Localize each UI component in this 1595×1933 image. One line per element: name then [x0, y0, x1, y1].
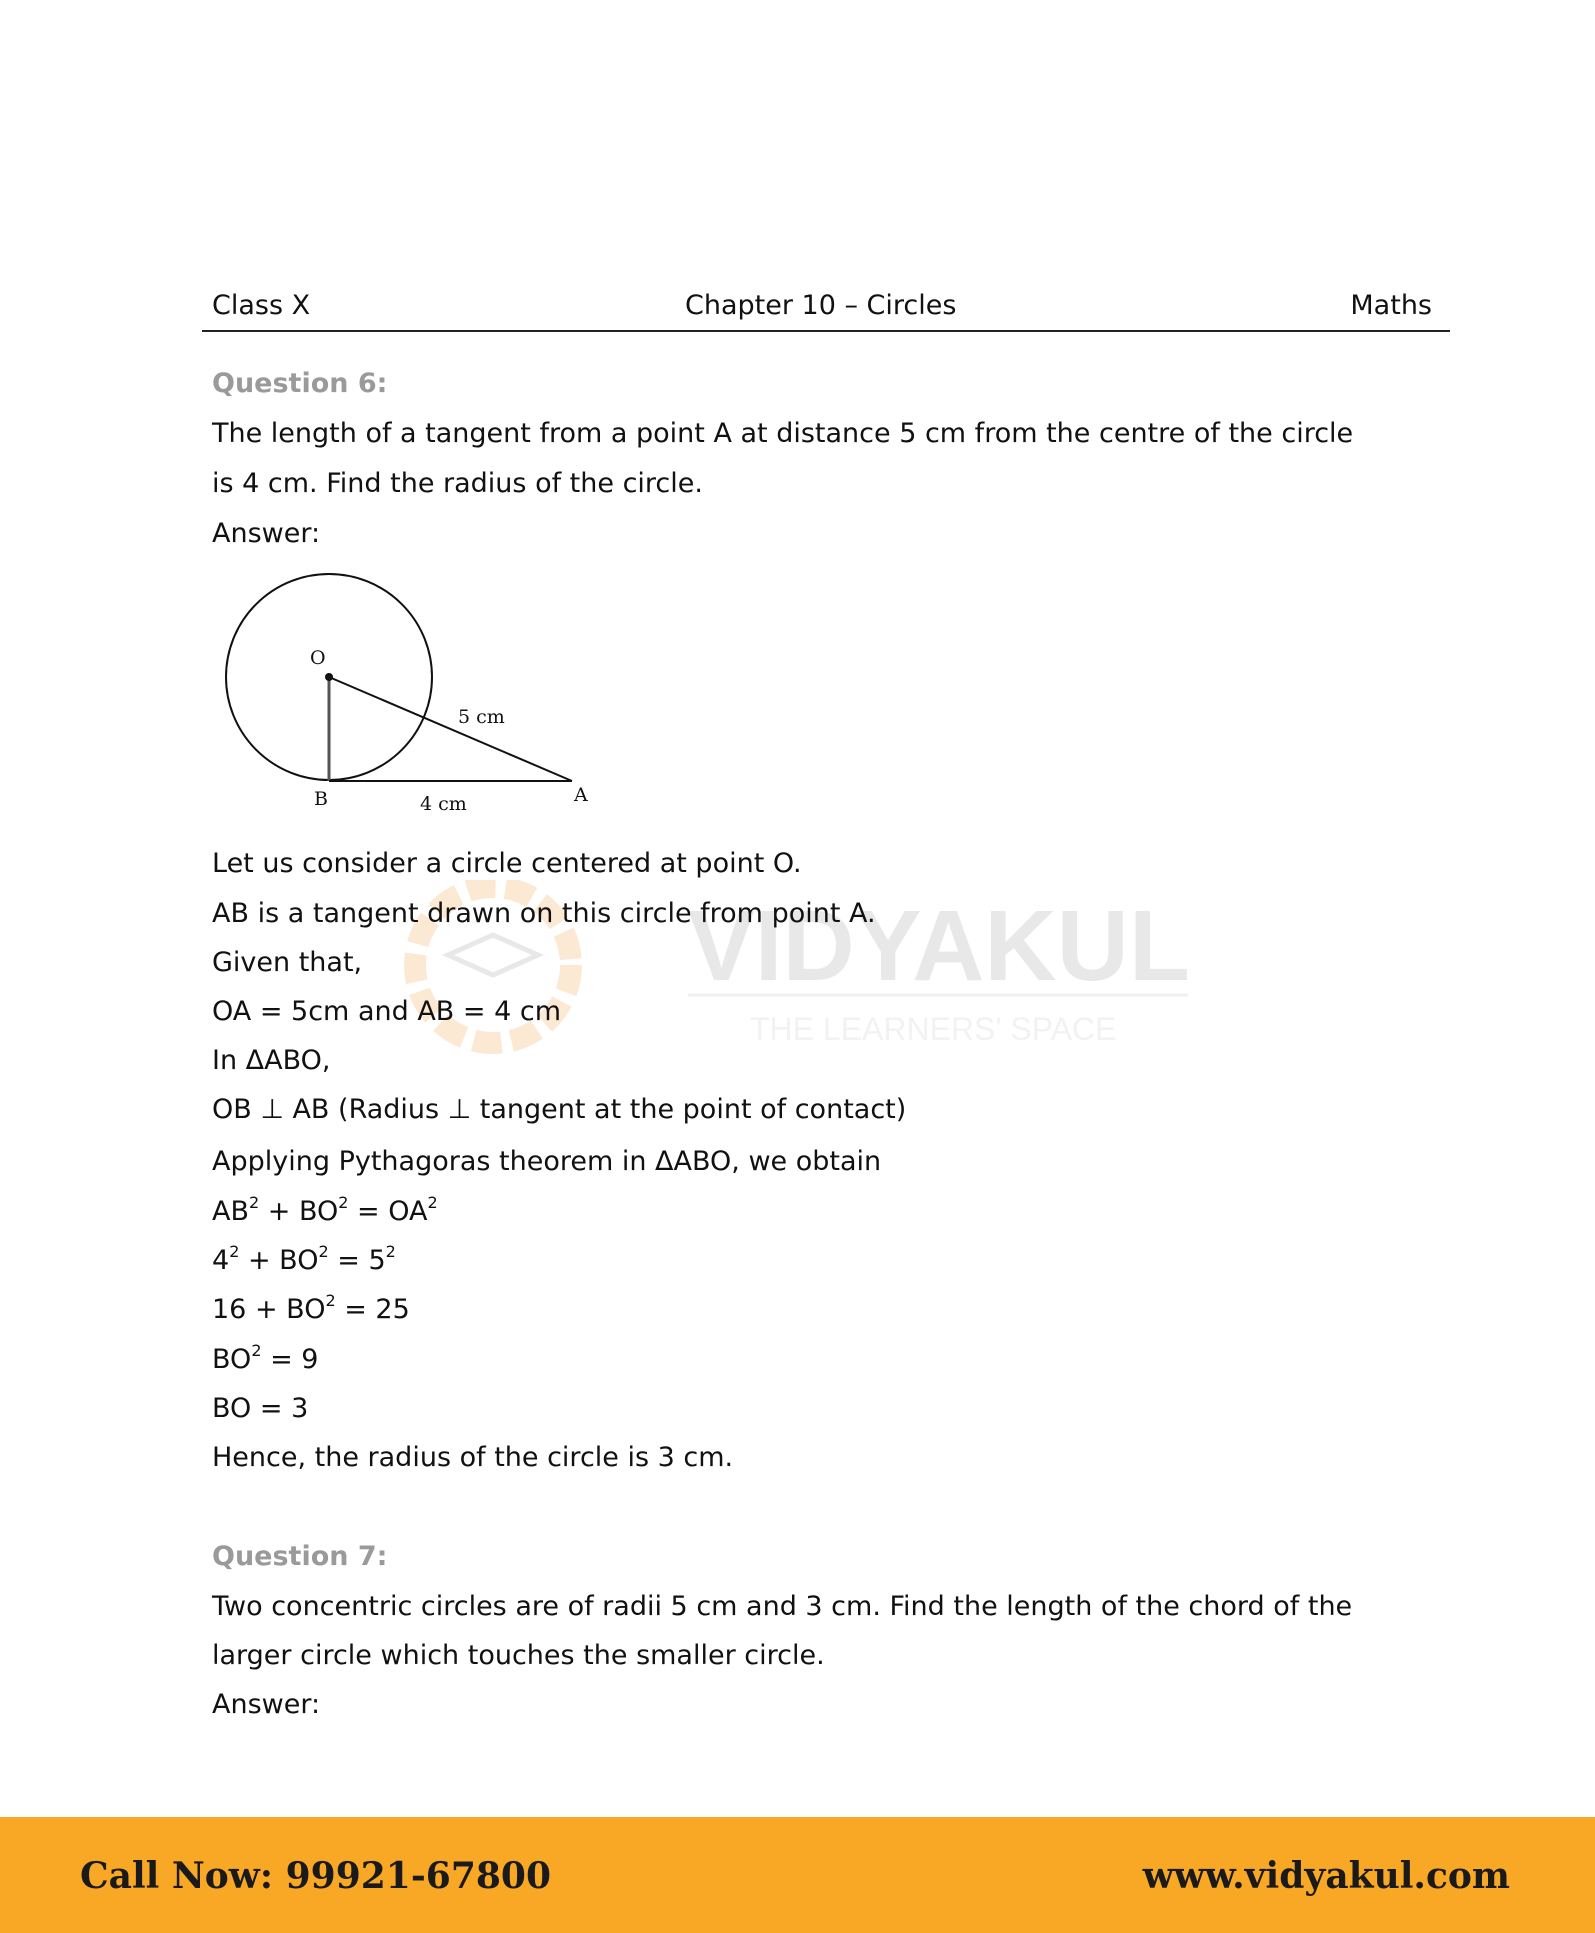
step-values: OA = 5cm and AB = 4 cm — [212, 996, 562, 1027]
question-7-text-line2: larger circle which touches the smaller circle. — [212, 1640, 825, 1671]
footer-call-now[interactable]: Call Now: 99921-67800 — [80, 1855, 552, 1897]
question-6-heading: Question 6: — [212, 368, 388, 399]
step-perpendicular: OB ⊥ AB (Radius ⊥ tangent at the point of contact) — [212, 1094, 907, 1125]
label-ab-length: 4 cm — [420, 793, 467, 815]
equation-2: $4^2 + BO^2 = 5^2$ — [212, 1242, 396, 1276]
header-chapter: Chapter 10 – Circles — [685, 290, 957, 321]
equation-3: $16 + BO^2 = 25$ — [212, 1291, 410, 1325]
graduation-cap-icon — [448, 935, 538, 975]
question-6-text-line1: The length of a tangent from a point A at distance 5 cm from the centre of the circle — [212, 418, 1354, 449]
equation-4: $BO^2 = 9$ — [212, 1341, 319, 1375]
header-subject: Maths — [1350, 290, 1432, 321]
question-6-answer-label: Answer: — [212, 518, 321, 549]
footer-bar — [0, 1817, 1595, 1933]
watermark-brand: VIDYAKUL — [688, 890, 1190, 1002]
question-7-text-line1: Two concentric circles are of radii 5 cm and 3 cm. Find the length of the chord of the — [212, 1591, 1353, 1622]
tangent-figure — [212, 570, 612, 820]
question-7-heading: Question 7: — [212, 1541, 388, 1572]
step-tangent: AB is a tangent drawn on this circle from point A. — [212, 898, 876, 929]
step-pythagoras: Applying Pythagoras theorem in ΔABO, we obtain — [212, 1146, 882, 1177]
question-7-answer-label: Answer: — [212, 1689, 321, 1720]
footer-website-link[interactable]: www.vidyakul.com — [1142, 1855, 1510, 1897]
center-point — [325, 673, 333, 681]
equation-1: $AB^2 + BO^2 = OA^2$ — [212, 1193, 438, 1227]
page-header — [202, 288, 1450, 332]
label-oa-length: 5 cm — [458, 706, 505, 728]
conclusion: Hence, the radius of the circle is 3 cm. — [212, 1442, 734, 1473]
label-a: A — [574, 784, 588, 806]
step-given: Given that, — [212, 947, 363, 978]
label-o: O — [310, 647, 326, 669]
watermark-tagline: THE LEARNERS' SPACE — [750, 1011, 1117, 1047]
line-oa — [329, 677, 572, 781]
equation-5: BO = 3 — [212, 1393, 309, 1424]
step-triangle: In ΔABO, — [212, 1045, 331, 1076]
label-b: B — [314, 788, 328, 810]
question-6-text-line2: is 4 cm. Find the radius of the circle. — [212, 468, 703, 499]
step-consider-circle: Let us consider a circle centered at point O. — [212, 848, 802, 879]
header-class: Class X — [212, 290, 311, 321]
